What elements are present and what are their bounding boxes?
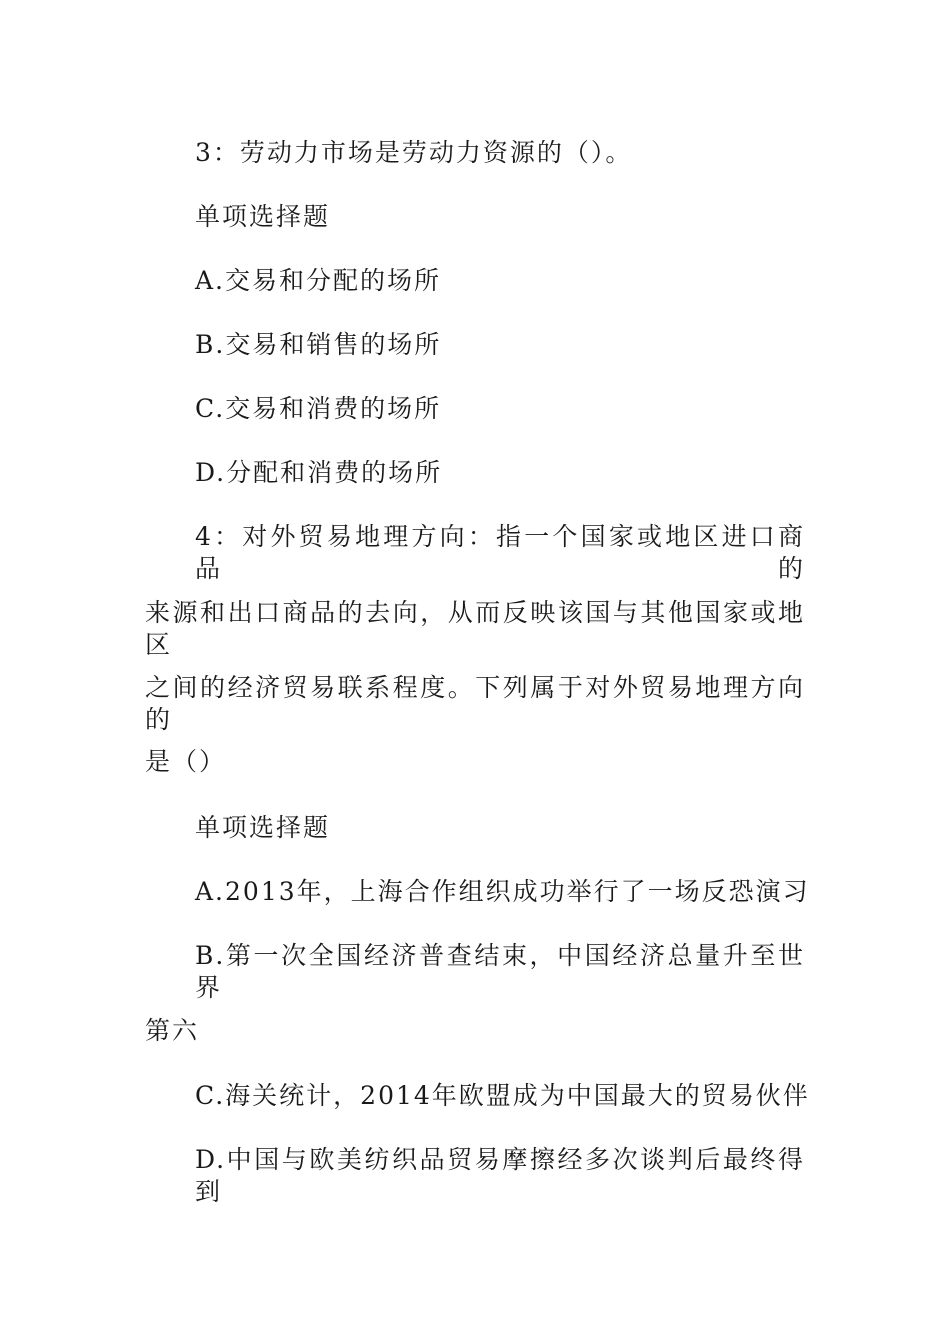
question-4-option-a: A.2013年，上海合作组织成功举行了一场反恐演习	[195, 877, 810, 906]
question-3-option-c: C.交易和消费的场所	[195, 394, 442, 423]
question-3-option-a: A.交易和分配的场所	[195, 266, 442, 295]
question-4-option-b: B.第一次全国经济普查结束，中国经济总量升至世界	[195, 941, 805, 1002]
question-4-option-c: C.海关统计，2014年欧盟成为中国最大的贸易伙伴	[195, 1081, 810, 1110]
question-4-stem-line-2: 来源和出口商品的去向，从而反映该国与其他国家或地区	[145, 598, 805, 659]
question-4-type: 单项选择题	[195, 813, 331, 842]
question-4-stem-line-1: 4：对外贸易地理方向：指一个国家或地区进口商品的	[195, 522, 805, 583]
question-4-stem-line-3: 之间的经济贸易联系程度。下列属于对外贸易地理方向的	[145, 673, 805, 734]
question-3-stem: 3：劳动力市场是劳动力资源的（）。	[195, 138, 633, 167]
question-3-type: 单项选择题	[195, 202, 331, 231]
question-3-option-b: B.交易和销售的场所	[195, 330, 442, 359]
question-4-option-b-continued: 第六	[145, 1016, 200, 1045]
question-4-stem-line-4: 是（）	[145, 747, 227, 776]
question-4-option-d: D.中国与欧美纺织品贸易摩擦经多次谈判后最终得到	[195, 1145, 805, 1206]
question-3-option-d: D.分配和消费的场所	[195, 458, 443, 487]
